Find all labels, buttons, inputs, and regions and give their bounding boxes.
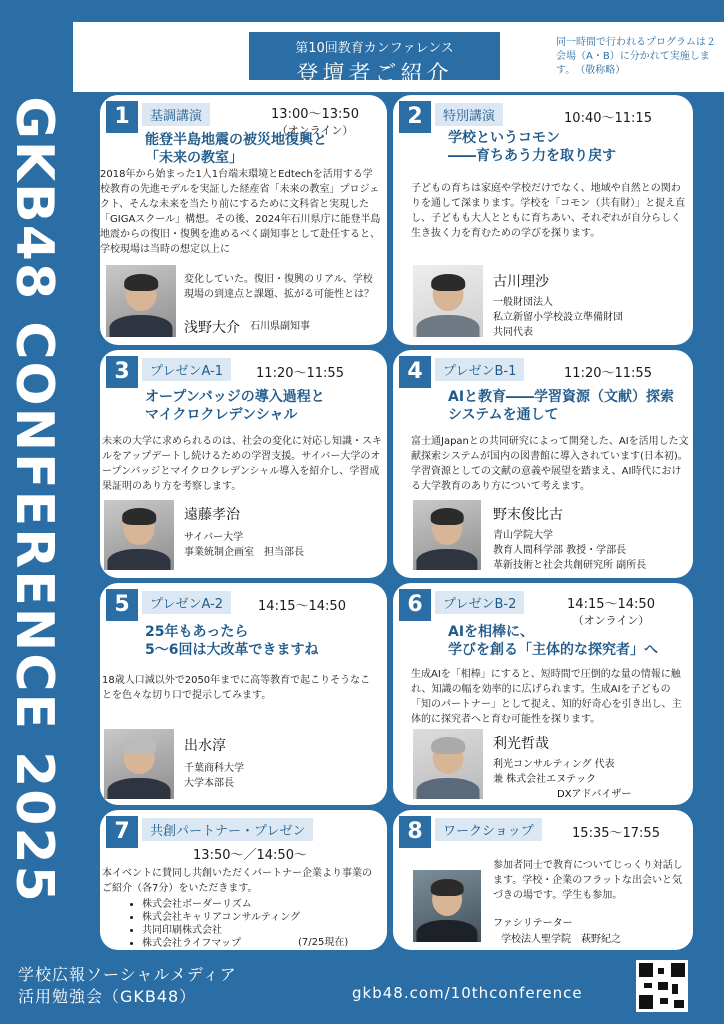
session-description: 参加者同士で教育についてじっくり対話します。学校・企業のフラットな出会いと気づきの場です。学生も参加。 <box>493 860 683 901</box>
speaker-photo <box>413 500 481 570</box>
session-card-2 <box>393 95 693 345</box>
session-description: 2018年から始まった1人1台端末環境とEdtechを活用する学校教育の先進モデルを実証した経産省「未来の教室」プロジェクト、そんな未来を当たり前にするために文科省と実現した「GIGAスクール」構想。その後、2024年石川県庁に能登半島地震からの復旧・復興を進めるべく副知事として赴任すると、学校現場は当時の想定以上に <box>100 169 381 255</box>
session-tag: プレゼンA-2 <box>142 591 231 614</box>
session-time: 10:40〜11:15 <box>564 111 652 126</box>
session-number: 5 <box>106 589 138 621</box>
session-title: 能登半島地震の被災地復興と 「未来の教室」 <box>145 132 327 166</box>
session-card-1 <box>100 95 387 345</box>
session-number: 3 <box>106 356 138 388</box>
header-box <box>247 30 502 87</box>
speaker-affiliation: サイバー大学 事業統制企画室 担当部長 <box>184 532 304 558</box>
session-number: 2 <box>399 101 431 133</box>
session-time: 14:15〜14:50 （オンライン） <box>567 597 655 627</box>
speaker-name: 利光哲哉 <box>493 736 549 752</box>
facilitator-photo <box>413 870 481 942</box>
session-title: AIと教育――学習資源（文献）探索 システムを通して <box>448 389 675 423</box>
conference-url[interactable]: gkb48.com/10thconference <box>352 984 583 1002</box>
partner-item: • 株式会社ボーダーリズム <box>142 898 300 911</box>
speaker-affiliation: 石川県副知事 <box>250 321 310 332</box>
session-description: 子どもの育ちは家庭や学校だけでなく、地域や自然との関わりを通して深まります。学校を「コモン（共有財）」と捉え直し、子どもも大人とともに育ちあい、それぞれが自分らしく生き抜く力を育むための学びを探ります。 <box>411 183 686 239</box>
speaker-affiliation: 利光コンサルティング 代表 兼 株式会社エヌテック DXアドバイザー <box>493 759 632 800</box>
session-card-6 <box>393 583 693 805</box>
session-description-cont: 変化していた。復旧・復興のリアル、学校現場の到達点と課題、拡がる可能性とは？ <box>184 274 374 300</box>
session-card-7 <box>100 810 387 950</box>
session-description: 富士通Japanとの共同研究によって開発した、AIを活用した文献探索システムが国内の図書館に導入されています(日本初)。学習資源としての文献の意義や展望を踏まえ、AI時代における大学教育のあり方について考えます。 <box>411 436 689 492</box>
header-subtitle: 第10回教育カンファレンス <box>295 41 454 56</box>
session-title: 25年もあったら 5〜6回は大改革できますね <box>145 624 319 658</box>
session-number: 6 <box>399 589 431 621</box>
session-tag: プレゼンA-1 <box>142 358 231 381</box>
speaker-photo <box>413 729 483 799</box>
organizer-name: 学校広報ソーシャルメディア 活用勉強会（GKB48） <box>18 965 237 1006</box>
session-tag: 基調講演 <box>142 103 210 126</box>
session-tag: 特別講演 <box>435 103 503 126</box>
speaker-photo <box>104 500 174 570</box>
session-tag: 共創パートナー・プレゼン <box>142 818 313 841</box>
vertical-conference-title: GKB48 CONFERENCE 2025 <box>4 96 64 904</box>
session-description: 未来の大学に求められるのは、社会の変化に対応し知識・スキルをアップデートし続けるための学習支援。サイバー大学のオープンバッジとマイクロクレデンシャル導入を紹介し、学習成果証明のあり方を考察します。 <box>102 436 382 492</box>
speaker-photo <box>104 729 174 799</box>
header-title: 登壇者ご紹介 <box>296 62 453 87</box>
session-time: 13:50〜／14:50〜 <box>193 848 307 863</box>
session-time: 14:15〜14:50 <box>258 599 346 614</box>
session-card-5 <box>100 583 387 805</box>
session-number: 1 <box>106 101 138 133</box>
speaker-name: 古川理沙 <box>493 274 549 290</box>
speaker-affiliation: 青山学院大学 教育人間科学部 教授・学部長 革新技術と社会共創研究所 副所長 <box>493 530 647 571</box>
session-time: 15:35〜17:55 <box>572 826 660 841</box>
session-title: 学校というコモン ――育ちあう力を取り戻す <box>448 130 616 164</box>
session-tag: プレゼンB-1 <box>435 358 524 381</box>
partner-item: • 株式会社キャリアコンサルティング <box>142 911 300 924</box>
session-time: 11:20〜11:55 <box>256 366 344 381</box>
session-number: 8 <box>399 816 431 848</box>
session-card-3 <box>100 350 387 578</box>
facilitator-affiliation: 学校法人聖学院 萩野紀之 <box>501 934 621 945</box>
session-description: 18歳人口減以外で2050年までに高等教育で起こりそうなことを色々な切り口で提示してみます。 <box>102 675 371 701</box>
program-note: 同一時間で行われるプログラムは２会場（A・B）に分かれて実施します。 （敬称略） <box>556 37 716 76</box>
session-description: 生成AIを「相棒」にすると、短時間で圧倒的な量の情報に触れ、知識の幅を効率的に広げられます。生成AIを子どもの「知のパートナー」として捉え、知的好奇心を引き出し、主体的に探究者へと育む可能性を探ります。 <box>411 669 682 725</box>
partner-item: • 株式会社ライフマップ <box>142 937 300 950</box>
partner-item: • 共同印刷株式会社 <box>142 924 300 937</box>
session-title: オープンバッジの導入過程と マイクロクレデンシャル <box>145 389 325 423</box>
speaker-name: 浅野大介 <box>184 320 240 336</box>
speaker-affiliation: 千葉商科大学 大学本部長 <box>184 763 244 789</box>
session-tag: プレゼンB-2 <box>435 591 524 614</box>
partner-list <box>120 898 300 950</box>
qr-code-icon[interactable] <box>636 960 688 1012</box>
speaker-photo <box>413 265 483 337</box>
session-time: 13:00〜13:50 （オンライン） <box>271 107 359 137</box>
speaker-affiliation: 一般財団法人 私立新留小学校設立準備財団 共同代表 <box>493 297 623 338</box>
session-number: 7 <box>106 816 138 848</box>
session-tag: ワークショップ <box>435 818 542 841</box>
session-card-8 <box>393 810 693 950</box>
session-description: 本イベントに賛同し共創いただくパートナー企業より事業のご紹介（各7分）をいただきます。 <box>102 868 372 894</box>
session-time: 11:20〜11:55 <box>564 366 652 381</box>
speaker-name: 遠藤孝治 <box>184 507 240 523</box>
session-number: 4 <box>399 356 431 388</box>
speaker-name: 野末俊比古 <box>493 507 563 523</box>
speaker-name: 出水淳 <box>184 738 226 754</box>
speaker-photo <box>106 265 176 337</box>
session-card-4 <box>393 350 693 578</box>
partner-as-of: (7/25現在) <box>298 937 349 948</box>
facilitator-role: ファシリテーター <box>493 918 573 929</box>
session-title: AIを相棒に、 学びを創る「主体的な探究者」へ <box>448 624 658 658</box>
